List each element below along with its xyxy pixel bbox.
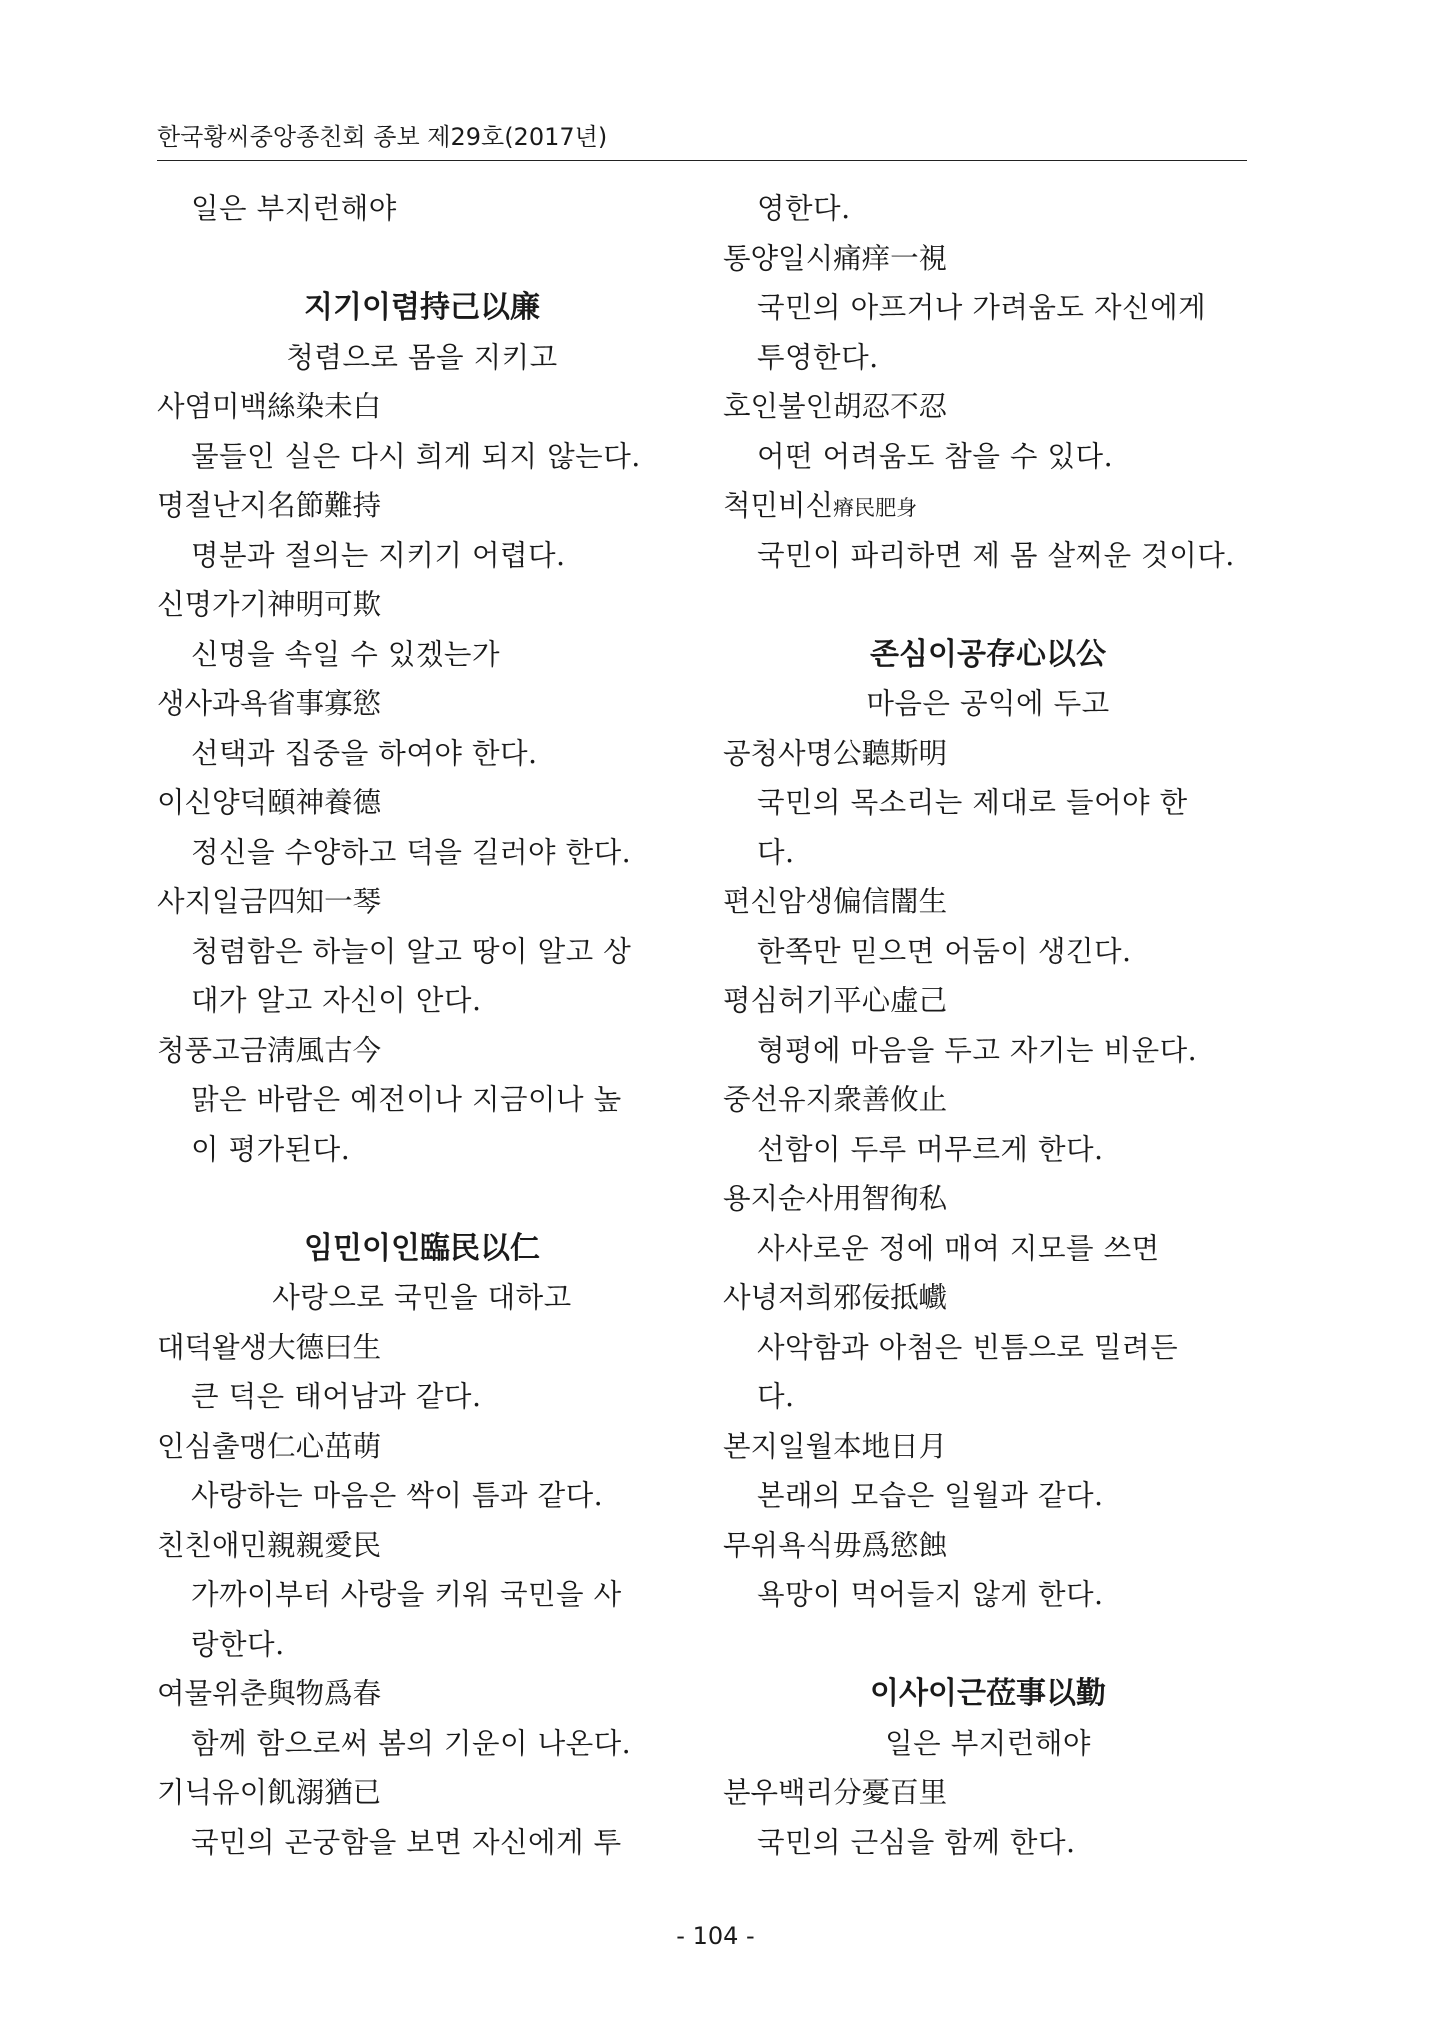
journal-title: 한국황씨중앙종친회 종보 제29호(2017년) <box>157 123 608 151</box>
meaning-line: 신명을 속일 수 있겠는가 <box>191 637 500 671</box>
meaning-line: 다. <box>757 835 795 869</box>
running-header <box>157 116 1247 161</box>
section-subtitle: 마음은 공익에 두고 <box>866 687 1110 720</box>
meaning-line: 국민의 근심을 함께 한다. <box>757 1825 1076 1859</box>
meaning-line: 투영한다. <box>757 340 879 374</box>
section-title: 임민이인臨民以仁 <box>304 1230 540 1266</box>
entry-title: 무위욕식毋爲慾蝕 <box>723 1528 948 1562</box>
entry-title: 이신양덕頤神養德 <box>157 786 382 819</box>
entry-title: 사지일금四知一琴 <box>157 885 382 918</box>
meaning-line: 사악함과 아첨은 빈틈으로 밀려든 <box>757 1330 1179 1364</box>
meaning-line: 청렴함은 하늘이 알고 땅이 알고 상 <box>191 934 632 968</box>
entry-title: 대덕왈생大德曰生 <box>157 1330 382 1364</box>
section-subtitle: 사랑으로 국민을 대하고 <box>272 1281 572 1314</box>
entry-title: 중선유지衆善攸止 <box>723 1083 948 1116</box>
meaning-line: 본래의 모습은 일월과 같다. <box>757 1479 1104 1512</box>
entry-title: 신명가기神明可欺 <box>157 588 382 621</box>
section-subtitle: 일은 부지런해야 <box>885 1726 1091 1760</box>
meaning-line: 이 평가된다. <box>191 1132 351 1166</box>
spacer <box>723 1620 1253 1670</box>
right-column <box>723 184 1253 1867</box>
entry-title: 호인불인胡忍不忍 <box>723 390 948 423</box>
meaning-line: 가까이부터 사랑을 키워 국민을 사 <box>191 1578 622 1611</box>
entry-title: 사녕저희邪佞抵巇 <box>723 1281 948 1314</box>
entry-title: 통양일시痛痒一視 <box>723 241 948 275</box>
meaning-line: 다. <box>757 1380 795 1413</box>
entry-title-hanja: 瘠民肥身 <box>833 496 918 520</box>
section-title: 지기이렴持己以廉 <box>304 290 540 325</box>
meaning-line: 국민의 아프거나 가려움도 자신에게 <box>757 291 1207 324</box>
entry-title: 명절난지名節難持 <box>157 489 382 522</box>
meaning-line: 선함이 두루 머무르게 한다. <box>757 1132 1104 1166</box>
meaning-line: 정신을 수양하고 덕을 길러야 한다. <box>191 835 632 869</box>
entry-title <box>723 481 1253 531</box>
spacer <box>157 1174 687 1224</box>
entry-title: 여물위춘與物爲春 <box>157 1677 382 1710</box>
section-subtitle: 청렴으로 몸을 지키고 <box>286 340 558 374</box>
page-number: - 104 - <box>676 1922 755 1950</box>
entry-title: 청풍고금淸風古今 <box>157 1033 382 1067</box>
meaning-line: 맑은 바람은 예전이나 지금이나 높 <box>191 1083 622 1116</box>
meaning-line: 형평에 마음을 두고 자기는 비운다. <box>757 1033 1198 1067</box>
meaning-line: 일은 부지런해야 <box>191 192 397 225</box>
meaning-line: 국민이 파리하면 제 몸 살찌운 것이다. <box>757 538 1235 572</box>
section-title: 존심이공存心以公 <box>870 636 1106 672</box>
meaning-line: 욕망이 먹어들지 않게 한다. <box>757 1578 1104 1611</box>
meaning-line: 국민의 목소리는 제대로 들어야 한 <box>757 786 1188 819</box>
entry-title: 사염미백絲染未白 <box>157 390 382 423</box>
meaning-line: 대가 알고 자신이 안다. <box>191 984 482 1017</box>
meaning-line: 랑한다. <box>191 1627 285 1661</box>
entry-title: 분우백리分憂百里 <box>723 1776 948 1809</box>
meaning-line: 사사로운 정에 매여 지모를 쓰면 <box>757 1231 1160 1265</box>
section-title: 이사이근莅事以勤 <box>870 1676 1106 1711</box>
meaning-line: 어떤 어려움도 참을 수 있다. <box>757 439 1114 473</box>
meaning-line: 영한다. <box>757 192 851 225</box>
entry-title-korean: 척민비신 <box>723 489 834 522</box>
meaning-line: 사랑하는 마음은 싹이 틈과 같다. <box>191 1479 604 1512</box>
meaning-line: 물들인 실은 다시 희게 되지 않는다. <box>191 439 641 473</box>
entry-title: 본지일월本地日月 <box>723 1429 948 1463</box>
entry-title: 편신암생偏信闇生 <box>723 885 948 918</box>
meaning-line: 함께 함으로써 봄의 기운이 나온다. <box>191 1726 632 1760</box>
entry-title: 평심허기平心虛己 <box>723 984 948 1017</box>
entry-title: 기닉유이飢溺猶已 <box>157 1776 382 1809</box>
entry-title: 공청사명公聽斯明 <box>723 736 948 770</box>
spacer <box>723 580 1253 630</box>
meaning-line: 한쪽만 믿으면 어둠이 생긴다. <box>757 934 1132 968</box>
meaning-line: 국민의 곤궁함을 보면 자신에게 투 <box>191 1825 622 1859</box>
spacer <box>157 234 687 284</box>
entry-title: 친친애민親親愛民 <box>157 1528 382 1562</box>
left-column <box>157 184 687 1867</box>
entry-title: 인심출맹仁心茁萌 <box>157 1429 382 1463</box>
entry-title: 생사과욕省事寡慾 <box>157 687 382 720</box>
meaning-line: 명분과 절의는 지키기 어렵다. <box>191 538 566 572</box>
meaning-line: 선택과 집중을 하여야 한다. <box>191 736 538 770</box>
meaning-line: 큰 덕은 태어남과 같다. <box>191 1380 482 1413</box>
entry-title: 용지순사用智徇私 <box>723 1182 948 1215</box>
